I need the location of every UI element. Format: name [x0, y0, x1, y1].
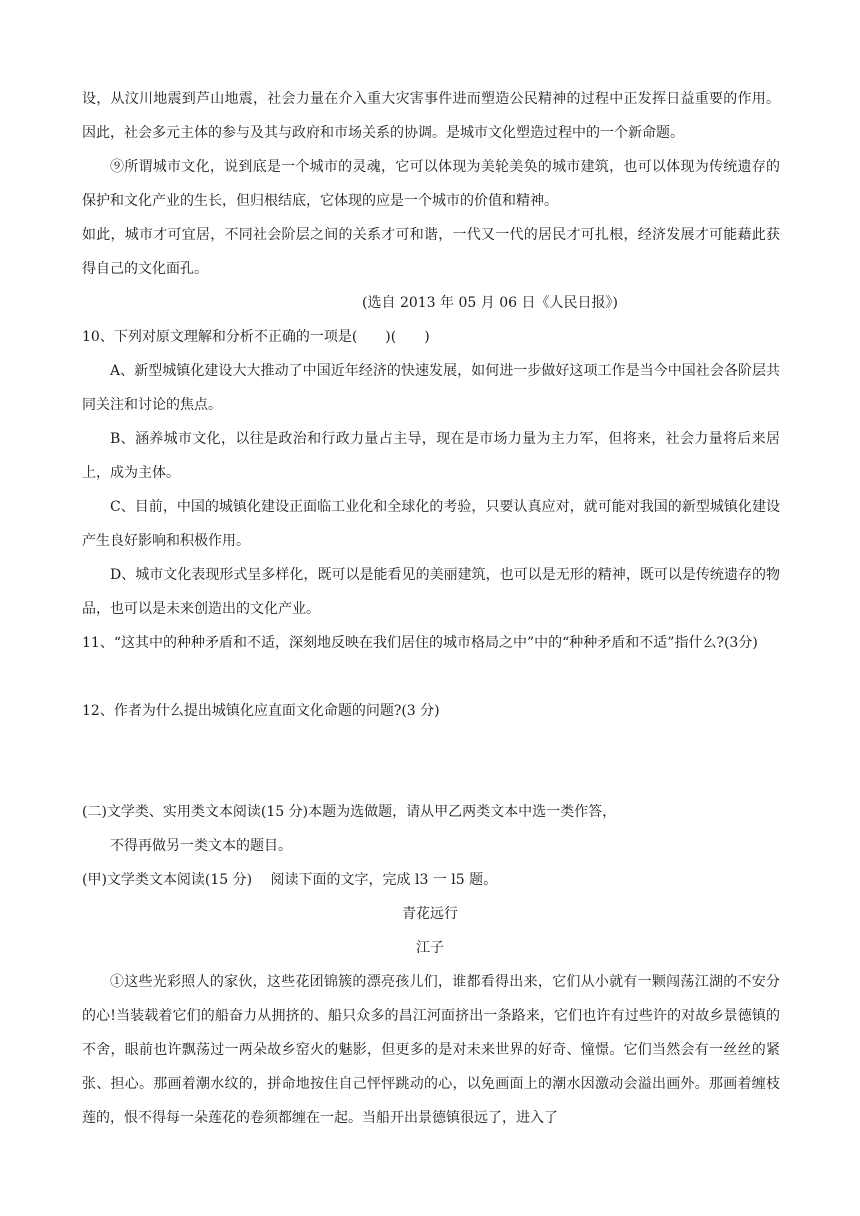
question-11: 11、“这其中的种种矛盾和不适，深刻地反映在我们居住的城市格局之中”中的“种种矛盾和不适”指什么?(3分)	[82, 635, 758, 651]
source-citation: (选自 2013 年 05 月 06 日《人民日报》)	[362, 295, 618, 311]
question-10: 10、下列对原文理解和分析不正确的一项是( )( )	[82, 329, 430, 345]
section-jia-heading: (甲)文学类文本阅读(15 分) 阅读下面的文字，完成 l3 一 l5 题。	[82, 872, 498, 888]
option-b: B、涵养城市文化，以往是政治和行政力量占主导，现在是市场力量为主力军，但将来，社会力量将后来居上，成为主体。	[82, 431, 780, 481]
section-2-heading: (二)文学类、实用类文本阅读(15 分)本题为选做题，请从甲乙两类文本中选一类作答，	[82, 804, 617, 820]
option-a: A、新型城镇化建设大大推动了中国近年经济的快速发展，如何进一步做好这项工作是当今中国社会各阶层共同关注和讨论的焦点。	[82, 363, 780, 413]
story-title: 青花远行	[402, 906, 458, 922]
story-paragraph-1: ①这些光彩照人的家伙，这些花团锦簇的漂亮孩儿们，谁都看得出来，它们从小就有一颗闯荡江湖的不安分的心!当装载着它们的船奋力从拥挤的、船只众多的昌江河面挤出一条路来，它们也许有过些许的对故乡景德镇的不舍，眼前也许飘荡过一两朵故乡窑火的魅影，但更多的是对未来世界的好奇、憧憬。它们当然会有一丝丝的紧张、担心。那画着潮水纹的，拼命地按住自己怦怦跳动的心，以免画面上的潮水因激动会溢出画外。那画着缠枝莲的，恨不得每一朵莲花的卷须都缠在一起。当船开出景德镇很远了，进入了	[82, 974, 780, 1126]
paragraph-9: ⑨所谓城市文化，说到底是一个城市的灵魂，它可以体现为美轮美奂的城市建筑，也可以体现为传统遗存的保护和文化产业的生长，但归根结底，它体现的应是一个城市的价值和精神。	[82, 159, 780, 209]
question-12: 12、作者为什么提出城镇化应直面文化命题的问题?(3 分)	[82, 703, 440, 719]
option-d: D、城市文化表现形式呈多样化，既可以是能看见的美丽建筑，也可以是无形的精神，既可以是传统遗存的物品，也可以是未来创造出的文化产业。	[82, 567, 780, 617]
story-author: 江子	[416, 940, 444, 956]
option-c: C、目前，中国的城镇化建设正面临工业化和全球化的考验，只要认真应对，就可能对我国的新型城镇化建设产生良好影响和积极作用。	[82, 499, 780, 549]
section-2-note: 不得再做另一类文本的题目。	[110, 838, 292, 854]
paragraph-conclusion: 如此，城市才可宜居，不同社会阶层之间的关系才可和谐，一代又一代的居民才可扎根，经济发展才可能藉此获得自己的文化面孔。	[82, 227, 780, 277]
paragraph-urban-society: 设，从汶川地震到芦山地震，社会力量在介入重大灾害事件进而塑造公民精神的过程中正发挥日益重要的作用。因此，社会多元主体的参与及其与政府和市场关系的协调。是城市文化塑造过程中的一个新命题。	[82, 91, 780, 141]
